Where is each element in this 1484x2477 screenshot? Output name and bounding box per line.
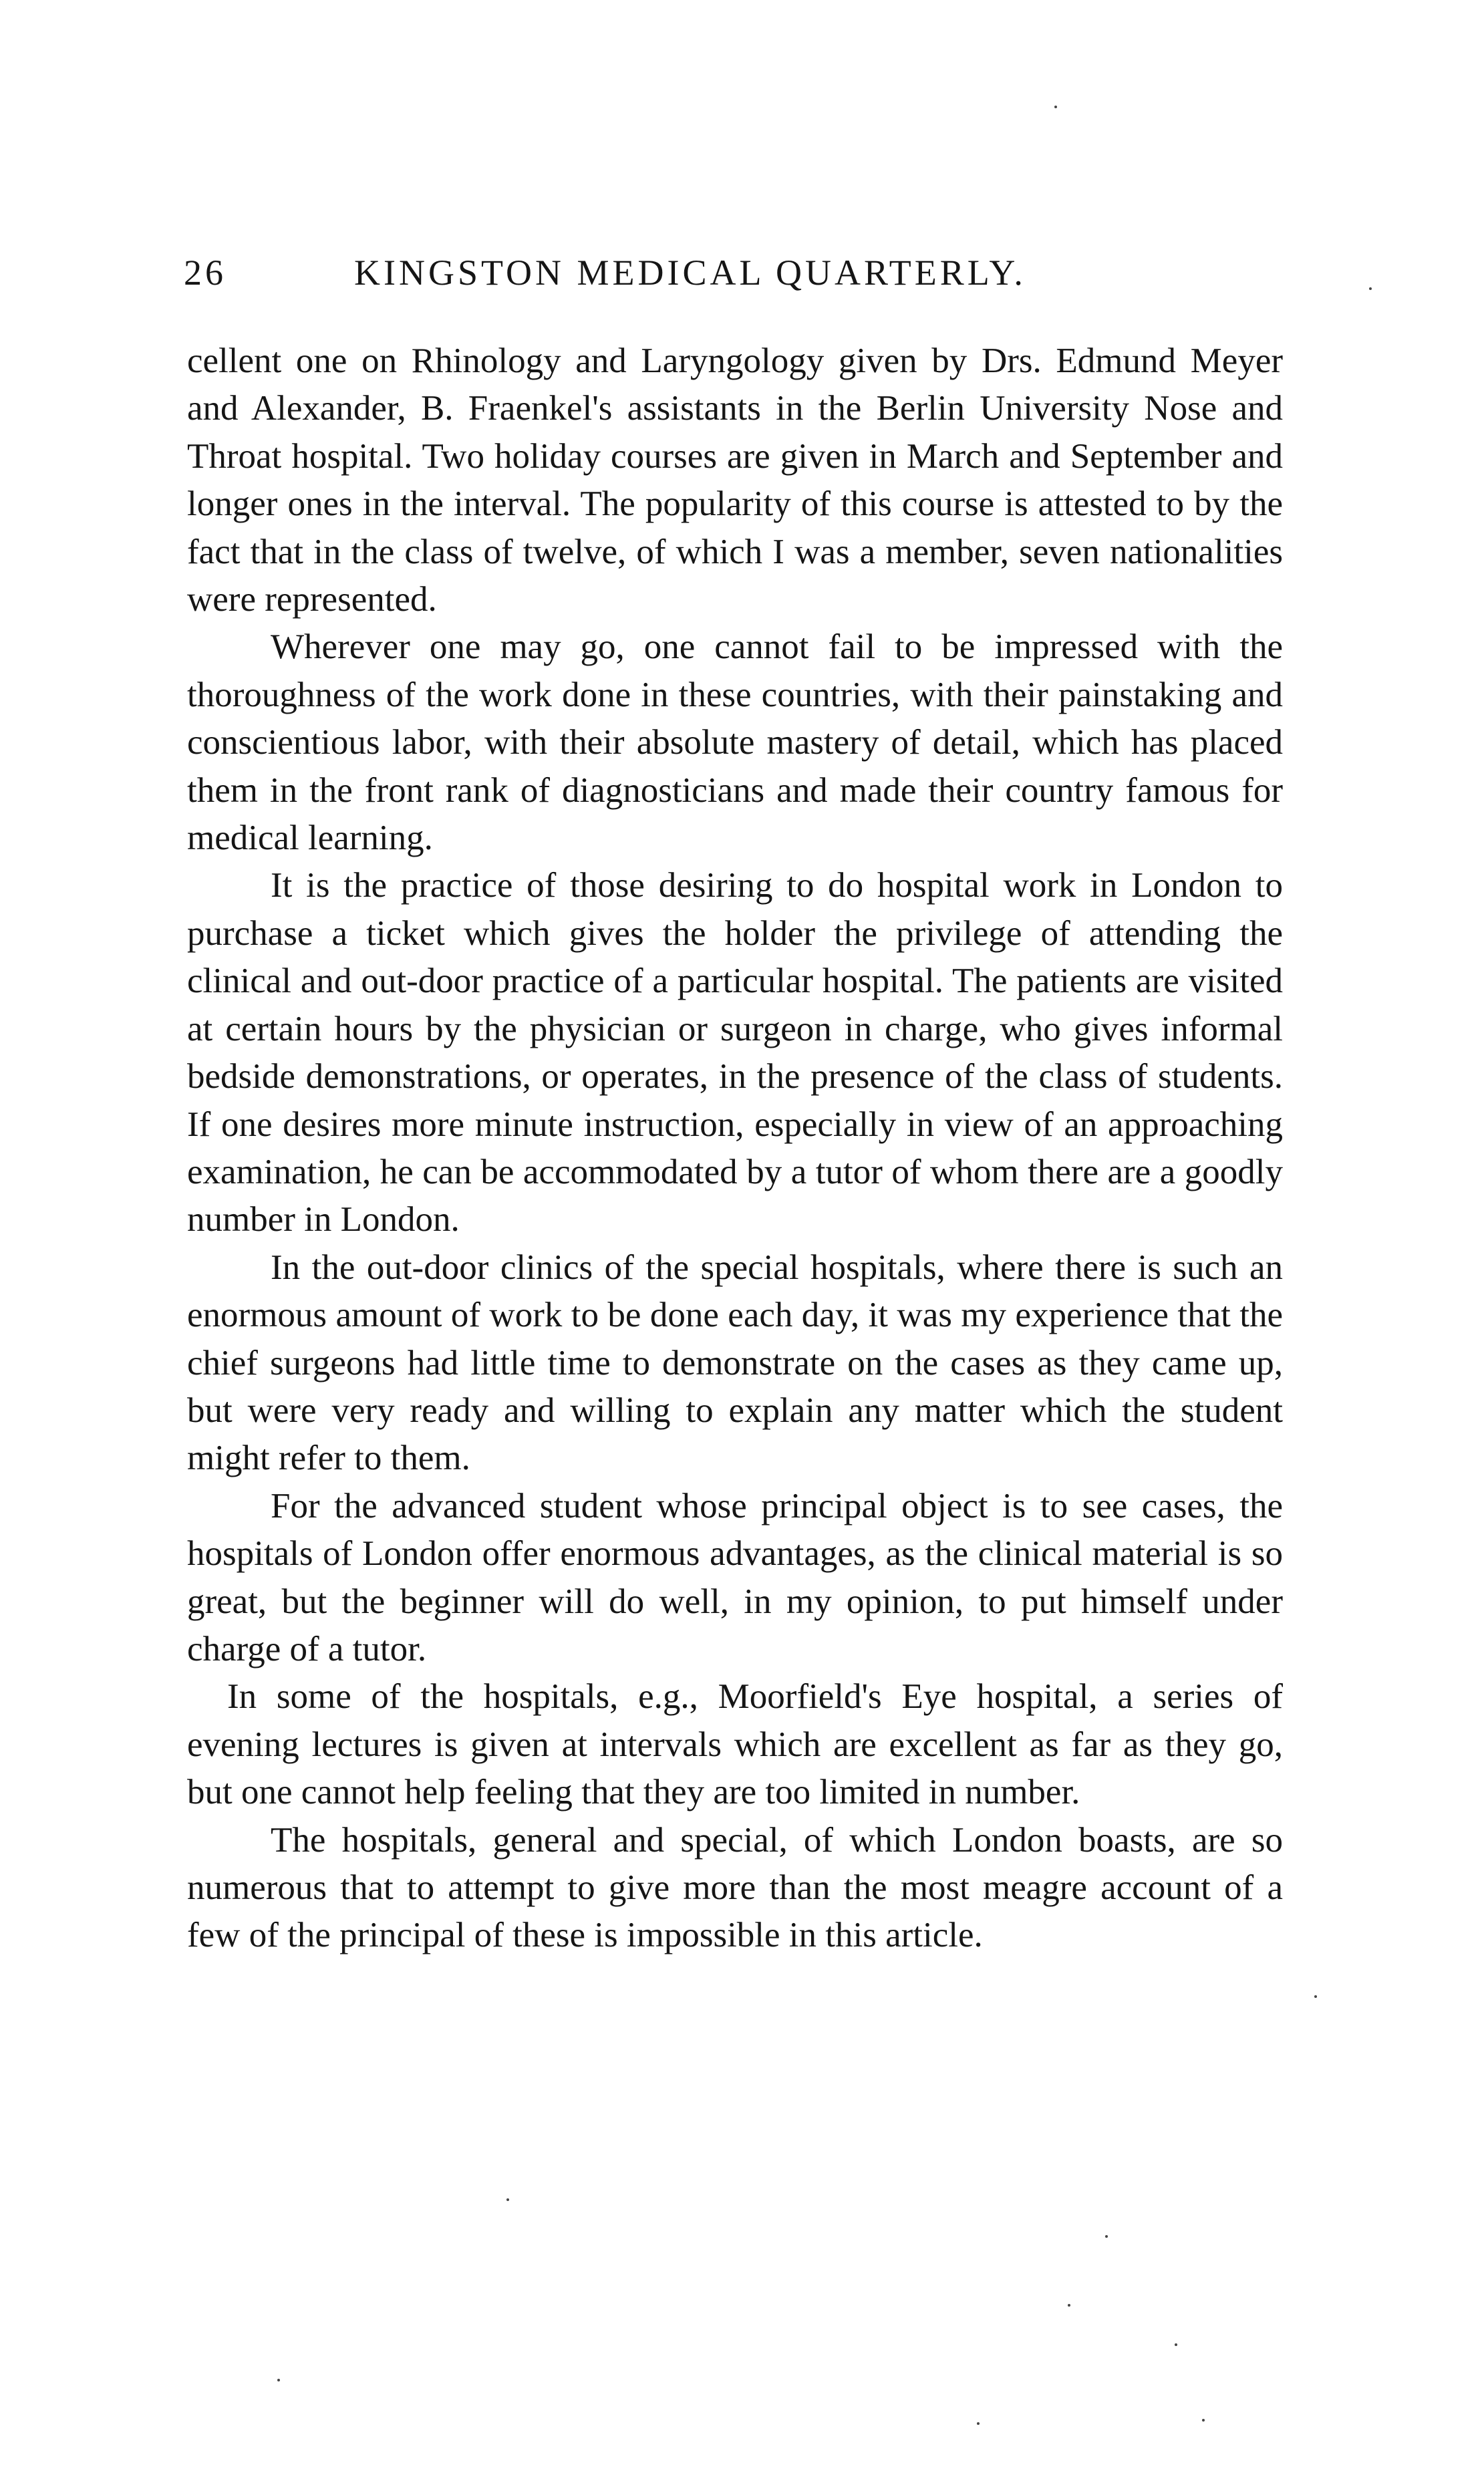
journal-title: KINGSTON MEDICAL QUARTERLY.: [354, 253, 1026, 293]
paragraph: For the advanced student whose principal object is to see cases, the hospitals of London offer enormous advantages, as the clinical material is so great, but the beginner will do well, in my opinion, to put himself under charge of a tutor.: [187, 1486, 1283, 1668]
paragraph: In the out-door clinics of the special hospitals, where there is such an enormous amount of work to be done each day, it was my experience that the chief surgeons had little time to demonstrate on the cases as they came up, but were very ready and willing to explain any matter which the student might refer to them.: [187, 1248, 1283, 1478]
scan-speck: [506, 2198, 509, 2201]
article-body: [187, 337, 1283, 1960]
scan-speck: [277, 2379, 280, 2381]
scan-speck: [977, 2422, 980, 2425]
running-head: [184, 246, 1320, 299]
paragraph: Wherever one may go, one cannot fail to be impressed with the thoroughness of the work done in these countries, with their painstaking and conscientious labor, with their absolute mastery of detail, which has placed them in the front rank of diagnosticians and made their country famous for medical learning.: [187, 627, 1283, 858]
paragraph-continued: cellent one on Rhinology and Laryngology given by Drs. Edmund Meyer and Alexander, B. Fraenkel's assistants in the Berlin University Nose and Throat hospital. Two holiday courses are given in March and September and longer ones in the interval. The popularity of this course is attested to by the fact that in the class of twelve, of which I was a member, seven nationalities were represented.: [187, 341, 1283, 619]
paragraph: The hospitals, general and special, of which London boasts, are so numerous that to attempt to give more than the most meagre account of a few of the principal of these is impossible in this article.: [187, 1820, 1283, 1955]
scan-speck: [1105, 2235, 1108, 2238]
paragraph: It is the practice of those desiring to do hospital work in London to purchase a ticket which gives the holder the privilege of attending the clinical and out-door practice of a particular hospital. The patients are visited at certain hours by the physician or surgeon in charge, who gives informal bedside demonstrations, or operates, in the presence of the class of students. If one desires more minute instruction, especially in view of an approaching examination, he can be accommodated by a tutor of whom there are a goodly number in London.: [187, 866, 1283, 1240]
scan-speck: [1175, 2343, 1177, 2346]
scan-speck: [1202, 2419, 1205, 2422]
scan-speck: [1068, 2304, 1070, 2307]
paragraph: In some of the hospitals, e.g., Moorfield's Eye hospital, a series of evening lectures is given at intervals which are excellent as far as they go, but one cannot help feeling that they are too limited in number.: [187, 1677, 1283, 1812]
scan-speck: [1054, 106, 1057, 108]
page-number: 26: [184, 253, 227, 293]
scan-speck: [1314, 1995, 1317, 1998]
scan-speck: [1369, 287, 1372, 290]
